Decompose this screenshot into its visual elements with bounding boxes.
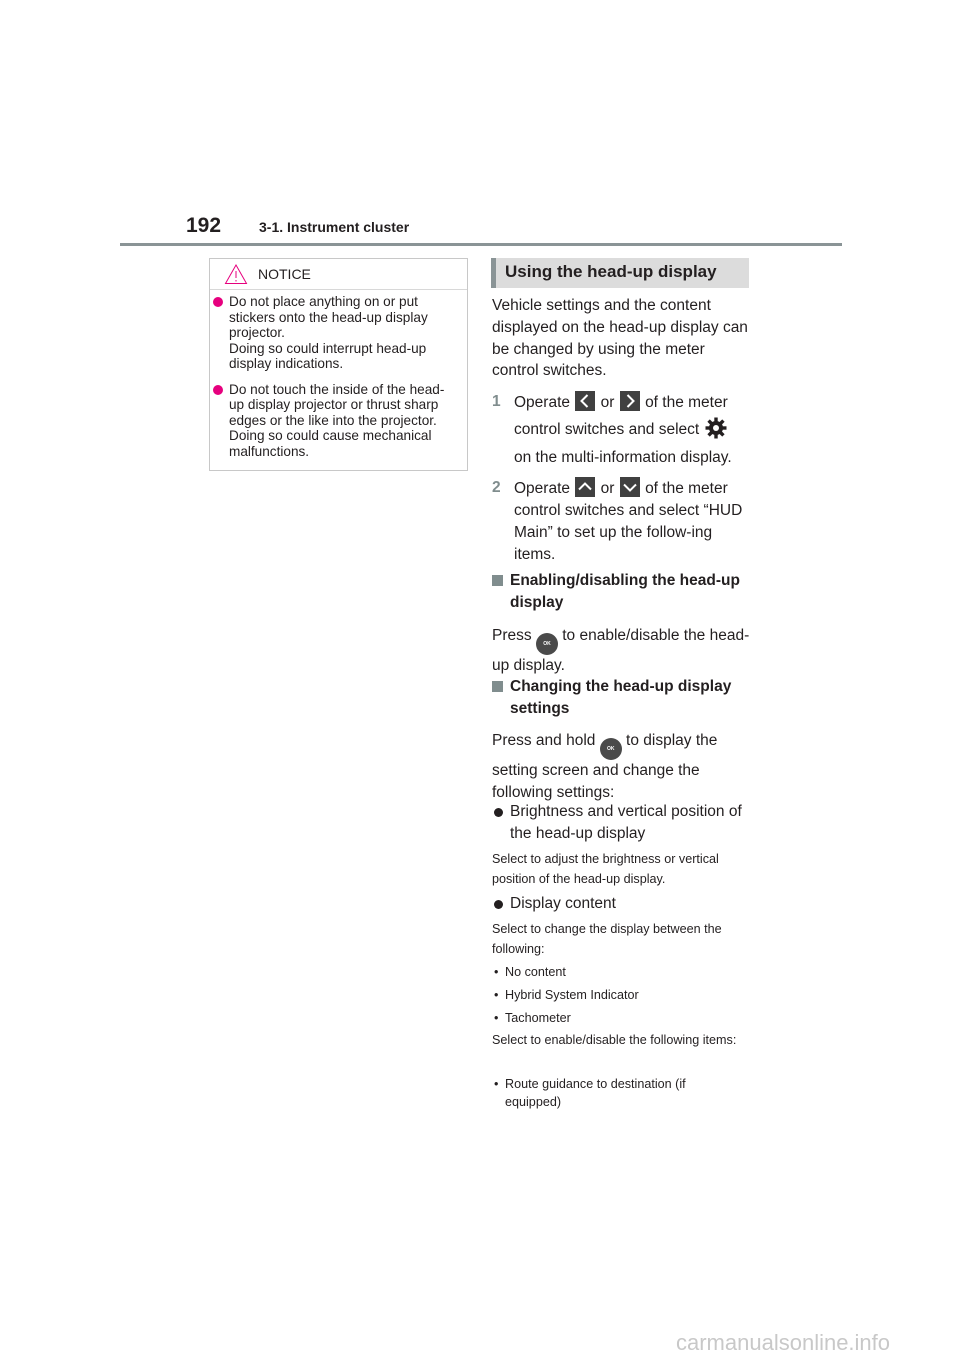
- ok-button-icon: OK: [600, 738, 622, 760]
- notice-box: [209, 258, 468, 471]
- notice-item-text: Do not touch the inside of the head-up display projector or thrust sharp edges or the like into the projector. Doing so could cause mechanical malfunctions.: [229, 381, 445, 459]
- items-description: Select to enable/disable the following items:: [492, 1033, 737, 1047]
- bullet-dot-icon: [494, 900, 503, 909]
- notice-item: [210, 382, 459, 460]
- warning-icon: [224, 263, 248, 285]
- watermark: carmanualsonline.info: [676, 1330, 891, 1355]
- notice-header: [210, 259, 467, 290]
- notice-title: NOTICE: [258, 266, 311, 282]
- intro-paragraph: Vehicle settings and the content displayed on the head-up display can be changed by using the meter control switches.: [492, 297, 748, 380]
- square-marker-icon: [492, 575, 503, 586]
- step-number: 1: [492, 393, 501, 410]
- bullet-dot-icon: [213, 297, 223, 307]
- settings-paragraph: Press and hold OK to display the setting screen and change the following settings:: [492, 732, 718, 801]
- left-arrow-icon: [575, 391, 595, 411]
- step-number: 2: [492, 479, 501, 496]
- section-title: 3-1. Instrument cluster: [259, 219, 410, 235]
- notice-item: [210, 294, 459, 372]
- bullet-dot-icon: [494, 808, 503, 817]
- bullet-dot-icon: [213, 385, 223, 395]
- down-arrow-icon: [620, 477, 640, 497]
- square-marker-icon: [492, 681, 503, 692]
- ok-button-icon: OK: [536, 633, 558, 655]
- display-content-description: Select to change the display between the following:: [492, 922, 722, 956]
- up-arrow-icon: [575, 477, 595, 497]
- page-number: 192: [186, 214, 222, 237]
- brightness-description: Select to adjust the brightness or vertical position of the head-up display.: [492, 852, 719, 886]
- section-heading: [491, 258, 749, 288]
- enable-paragraph: Press OK to enable/disable the head-up display.: [492, 627, 750, 674]
- gear-icon: [704, 416, 728, 440]
- right-arrow-icon: [620, 391, 640, 411]
- header-divider: [120, 243, 842, 246]
- section-heading-text: Using the head-up display: [505, 262, 717, 281]
- notice-item-text: Do not place anything on or put stickers onto the head-up display projector. Doing so could interrupt head-up display indications.: [229, 294, 428, 371]
